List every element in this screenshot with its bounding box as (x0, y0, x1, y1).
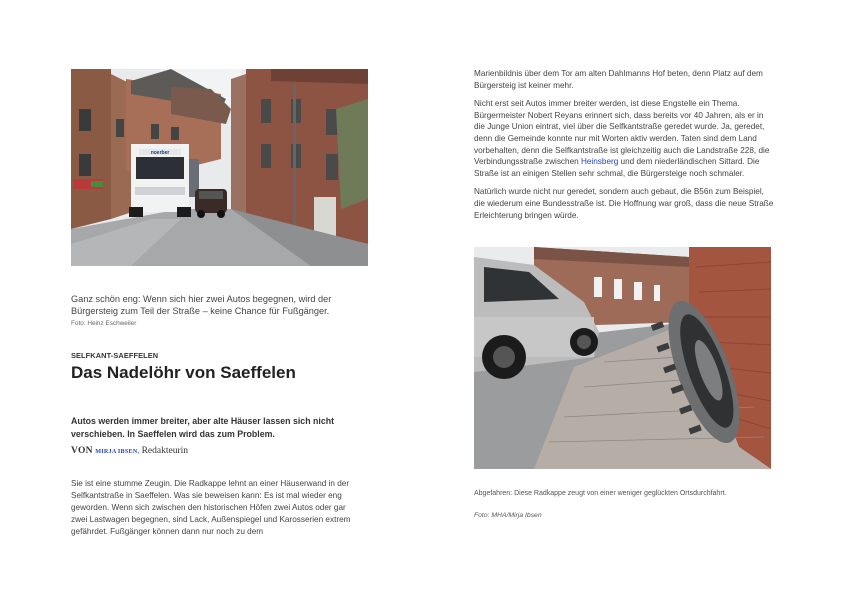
photo-credit-right: Foto: MHA/Mirja Ibsen (474, 512, 542, 519)
byline-prefix: VON (71, 446, 93, 456)
article-kicker: SELFKANT-SAEFFELEN (71, 351, 159, 360)
paragraph: Marienbildnis über dem Tor am alten Dahlmanns Hof beten, denn Platz auf dem Bürgersteig ist keiner mehr. (474, 69, 763, 90)
paragraph: Nicht erst seit Autos immer breiter werden, ist diese Engstelle ein Thema. Bürgermeister Nobert Reyans erinnert sich, dass bereits vor 40 Jahren, als er in die Junge Union eintrat, viel über die Selfkantstraße geredet wurde. Ja, geredet, denn die Gemeinde konnte nur mit Worten aktiv werden. Taten sind dem Land vorbehalten, denn die Selfkantstraße ist gleichzeitig auch die Landstraße 228, die Verbindungsstraße zwischen Heinsberg und dem niederländischen Sittard. Die Straße ist an einigen Stellen sehr schmal, die Bürgersteige noch schmaler. (474, 99, 770, 178)
author-link[interactable]: MIRJA IBSEN, (95, 448, 140, 455)
heinsberg-link[interactable]: Heinsberg (580, 157, 619, 167)
author-role: Redakteurin (141, 446, 189, 456)
article-teaser: Autos werden immer breiter, aber alte Häuser lassen sich nicht verschieben. In Saeffelen wird das zum Problem. (71, 416, 335, 439)
photo-caption-right: Abgefahren: Diese Radkappe zeugt von einer weniger geglückten Ortsdurchfahrt. (474, 490, 727, 497)
photo-caption-left: Ganz schön eng: Wenn sich hier zwei Autos begegnen, wird der Bürgersteig zum Teil der Straße – keine Chance für Fußgänger. (71, 294, 332, 316)
paragraph: Natürlich wurde nicht nur geredet, sondern auch gebaut, die B56n zum Beispiel, die wiederum eine Bundesstraße ist. Die Hoffnung war groß, dass die neue Straße Erleichterung bringen würde. (474, 187, 774, 220)
byline (71, 446, 188, 456)
photo-credit-left: Foto: Heinz Eschweiler (71, 320, 137, 327)
hubcap-photo (474, 247, 771, 469)
article-body-right (474, 68, 774, 228)
article-headline: Das Nadelöhr von Saeffelen (71, 363, 296, 382)
truck-street-photo (71, 69, 368, 266)
svg-text:noerber: noerber (150, 150, 170, 156)
article-body-left: Sie ist eine stumme Zeugin. Die Radkappe lehnt an einer Häuserwand in der Selfkantstraße in Saeffelen. Was sie beweisen kann: Es ist mal wieder eng geworden. Wenn sich zwischen den historischen Höfen zwei Autos oder gar zwei Lastwagen begegnen, sind Lack, Außenspiegel und Karosserien extrem gefährdet. Fußgänger können dann nur noch zu dem (71, 479, 351, 536)
